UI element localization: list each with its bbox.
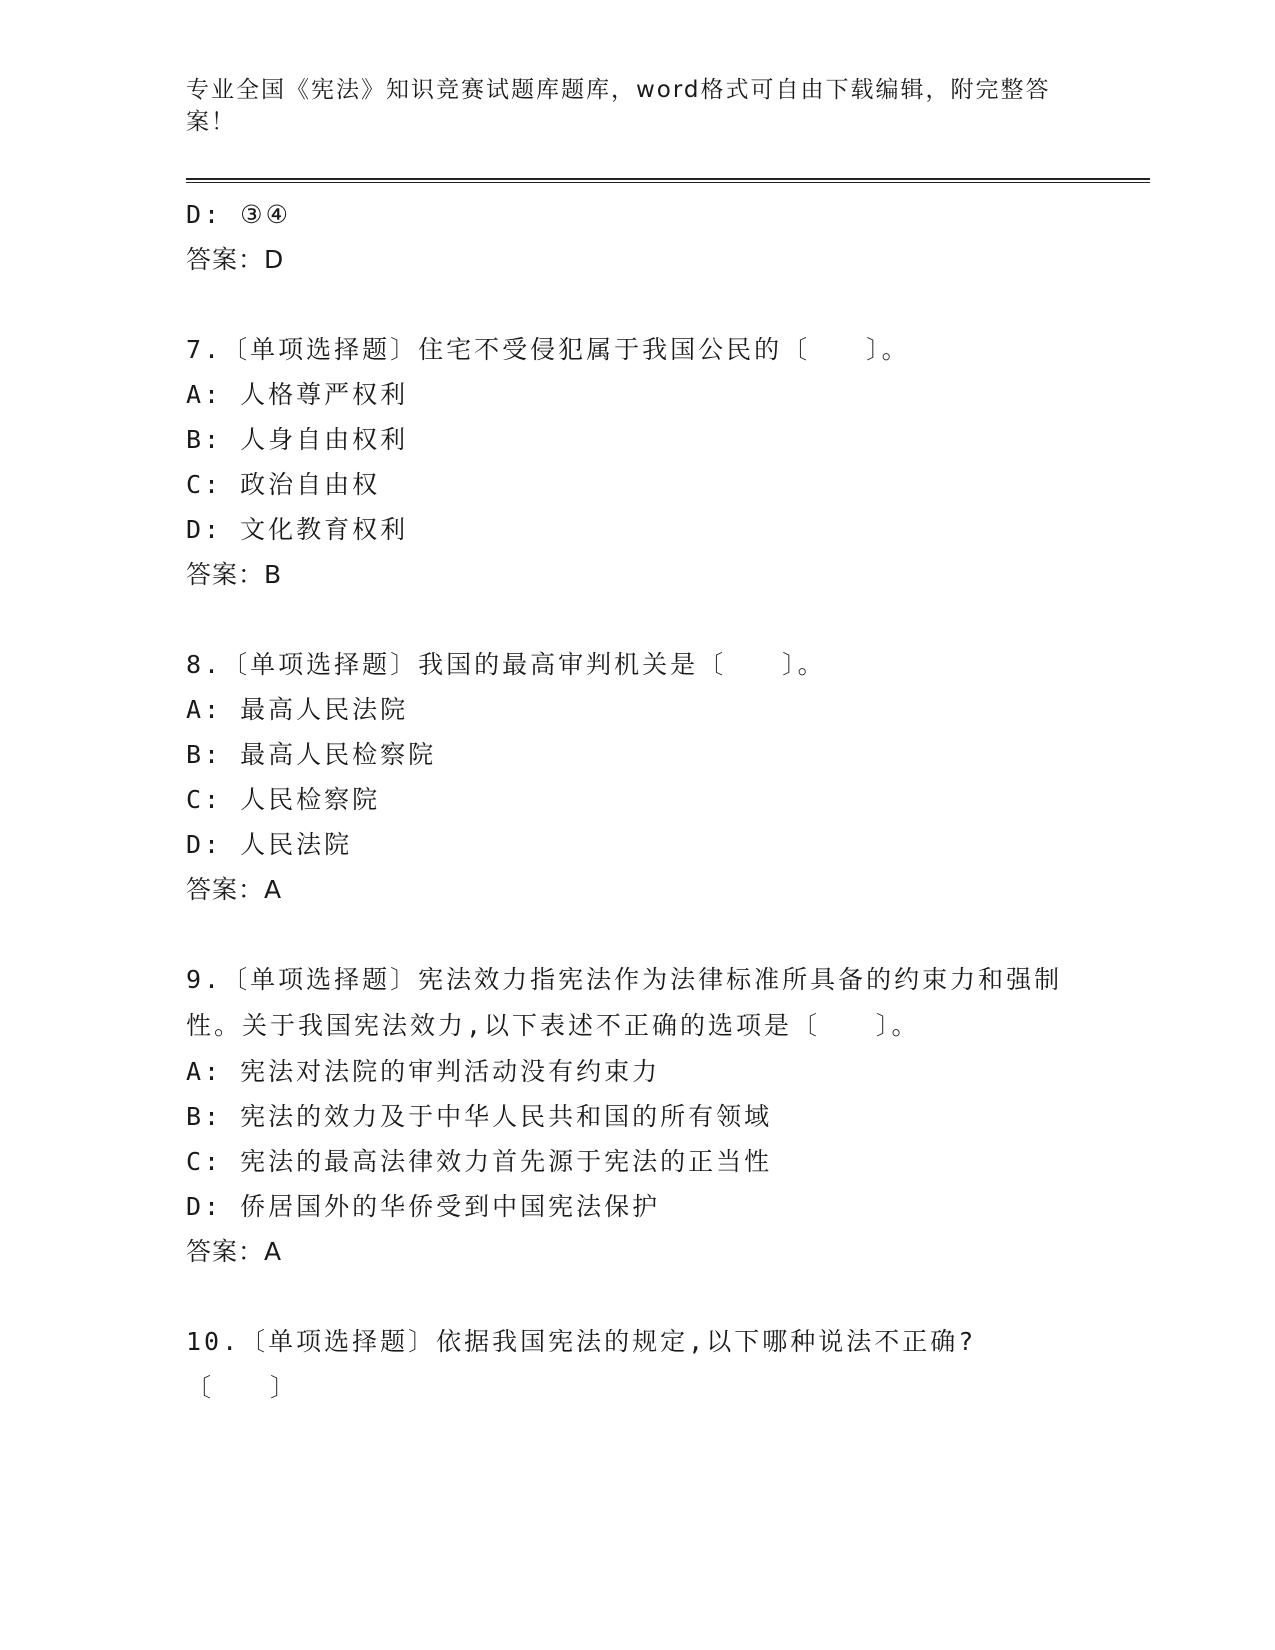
question-8 [186,642,1116,912]
question-9 [186,957,1116,1274]
option-a: A: 人格尊严权利 [186,380,409,409]
option-a: A: 宪法对法院的审判活动没有约束力 [186,1057,661,1086]
header-title: 专业全国《宪法》知识竞赛试题库题库，word格式可自由下载编辑，附完整答案！ [186,77,1051,135]
option-d: D: 文化教育权利 [186,515,409,544]
option-c: C: 人民检察院 [186,785,381,814]
option-b: B: 宪法的效力及于中华人民共和国的所有领域 [186,1102,773,1131]
option-a: A: 最高人民法院 [186,695,409,724]
question-stem: 7.〔单项选择题〕住宅不受侵犯属于我国公民的〔 〕。 [186,335,910,364]
answer: 答案：A [186,875,283,904]
header-divider-thin [186,182,1150,183]
question-7 [186,327,1116,597]
prev-answer: 答案：D [186,245,285,274]
answer: 答案：B [186,560,283,589]
option-b: B: 人身自由权利 [186,425,409,454]
question-content [186,192,1116,1411]
question-10 [186,1319,1116,1411]
question-stem: 8.〔单项选择题〕我国的最高审判机关是〔 〕。 [186,650,826,679]
option-b: B: 最高人民检察院 [186,740,437,769]
option-c: C: 政治自由权 [186,470,381,499]
option-c: C: 宪法的最高法律效力首先源于宪法的正当性 [186,1147,773,1176]
option-d: D: 侨居国外的华侨受到中国宪法保护 [186,1192,661,1221]
prev-option-d: D: ③④ [186,200,291,229]
header-divider [186,178,1150,180]
question-stem: 10.〔单项选择题〕依据我国宪法的规定,以下哪种说法不正确?〔 〕 [186,1327,977,1402]
answer: 答案：A [186,1237,283,1266]
option-d: D: 人民法院 [186,830,353,859]
question-stem: 9.〔单项选择题〕宪法效力指宪法作为法律标准所具备的约束力和强制性。关于我国宪法效力,以下表述不正确的选项是〔 〕。 [186,965,1063,1040]
